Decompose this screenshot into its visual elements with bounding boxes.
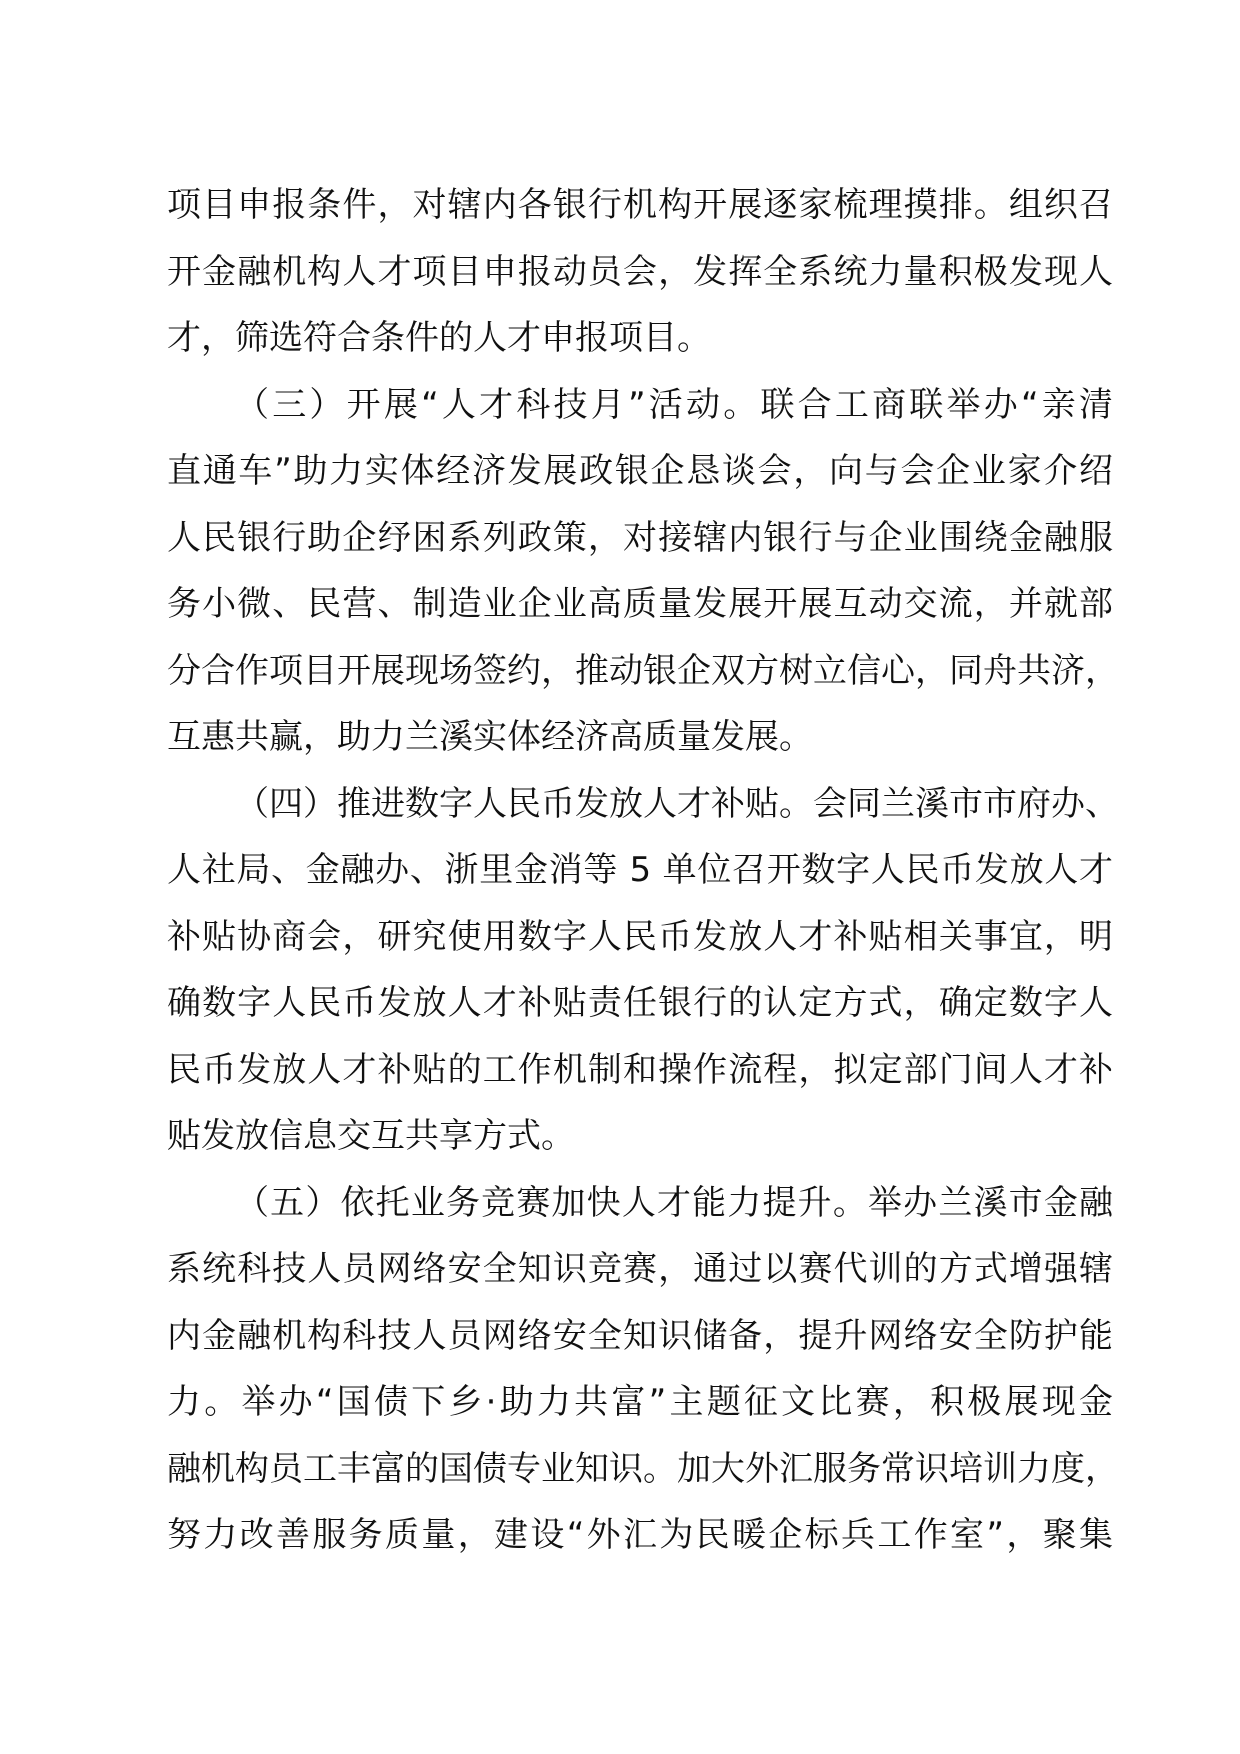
text-line: 内金融机构科技人员网络安全知识储备，提升网络安全防护能 (167, 1315, 1113, 1356)
text-line: 确数字人民币发放人才补贴责任银行的认定方式，确定数字人 (167, 983, 1113, 1023)
text-line: 项目申报条件，对辖内各银行机构开展逐家梳理摸排。组织召 (167, 185, 1113, 225)
text-line: 系统科技人员网络安全知识竞赛，通过以赛代训的方式增强辖 (167, 1249, 1113, 1289)
text-line: 人民银行助企纾困系列政策，对接辖内银行与企业围绕金融服 (167, 517, 1113, 558)
text-line: 才，筛选符合条件的人才申报项目。 (167, 318, 711, 358)
text-line: 努力改善服务质量，建设“外汇为民暖企标兵工作室”，聚集 (167, 1515, 1113, 1555)
text-line: 贴发放信息交互共享方式。 (167, 1116, 575, 1156)
text-line: （四）推进数字人民币发放人才补贴。会同兰溪市市府办、 (235, 783, 1119, 824)
paragraph (167, 771, 1119, 1170)
text-line: 开金融机构人才项目申报动员会，发挥全系统力量积极发现人 (167, 251, 1113, 292)
text-line: 人社局、金融办、浙里金消等 5 单位召开数字人民币发放人才 (167, 850, 1113, 890)
text-line: 分合作项目开展现场签约，推动银企双方树立信心，同舟共济， (167, 650, 1119, 691)
text-line: 融机构员工丰富的国债专业知识。加大外汇服务常识培训力度， (167, 1448, 1119, 1489)
text-line: 互惠共赢，助力兰溪实体经济高质量发展。 (167, 717, 813, 757)
text-line: 民币发放人才补贴的工作机制和操作流程，拟定部门间人才补 (167, 1049, 1113, 1090)
text-line: 力。举办“国债下乡·助力共富”主题征文比赛，积极展现金 (167, 1382, 1113, 1422)
text-line: 补贴协商会，研究使用数字人民币发放人才补贴相关事宜，明 (167, 916, 1113, 957)
document-body (167, 172, 1119, 1569)
paragraph (167, 372, 1119, 771)
paragraph (167, 172, 1113, 372)
text-line: （三）开展“人才科技月”活动。联合工商联举办“亲清 (235, 384, 1113, 425)
text-line: （五）依托业务竞赛加快人才能力提升。举办兰溪市金融 (235, 1182, 1113, 1223)
paragraph (167, 1170, 1119, 1569)
text-line: 直通车”助力实体经济发展政银企恳谈会，向与会企业家介绍 (167, 451, 1113, 491)
text-line: 务小微、民营、制造业企业高质量发展开展互动交流，并就部 (167, 584, 1113, 624)
